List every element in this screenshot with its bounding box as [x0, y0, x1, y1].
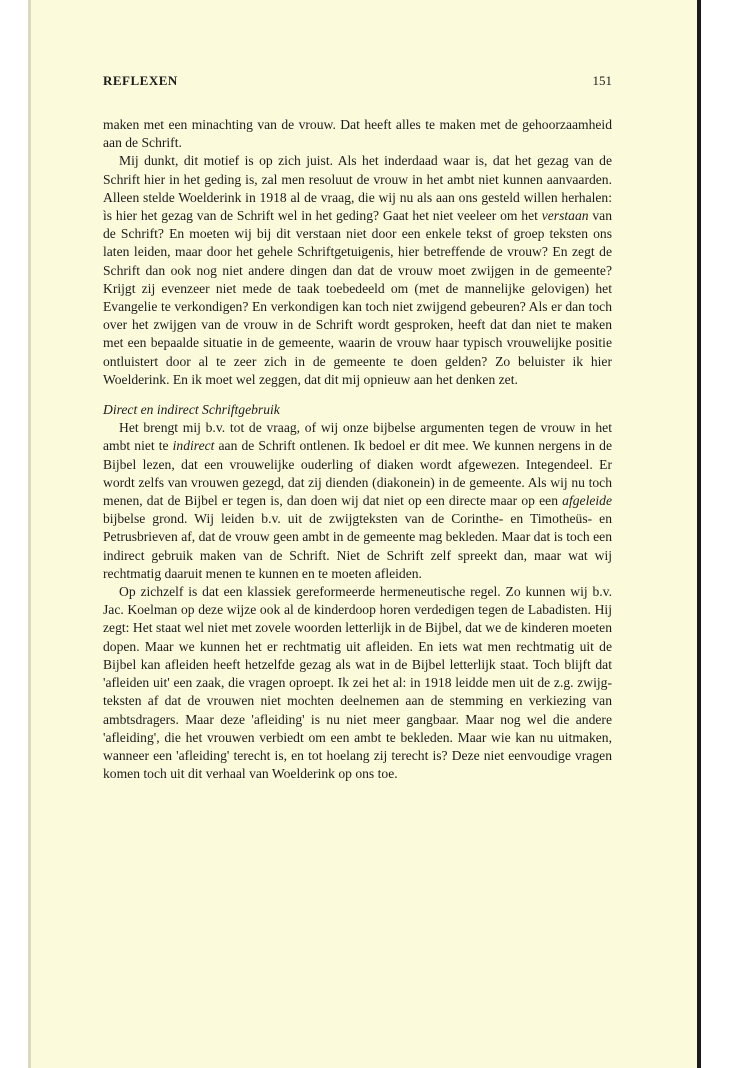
italic-term: afgeleide [562, 493, 612, 509]
running-header-title: REFLEXEN [103, 73, 178, 88]
paragraph [103, 116, 612, 152]
paragraph [103, 583, 612, 783]
paragraph-segment: aan de Schrift ontlenen. Ik bedoel er dit mee. We kunnen nergens in de Bijbel lezen, dat een vrouwelijke ouderling of diaken wordt afgewezen. Integendeel. Er wordt zelfs van vrouwen gezegd, dat zij dienden (diakonein) in de gemeente. Als wij nu toch menen, dat de Bijbel er tegen is, dan doen wij dat niet op een directe maar op een [103, 438, 612, 509]
paragraph-segment: Mij dunkt, dit motief is op zich juist. Als het inderdaad waar is, dat het gezag van de Schrift hier in het geding is, zal men resoluut de vrouw in het ambt niet kunnen aanvaarden. Alleen stelde Woelderink in 1918 al de vraag, die wij nu als aan ons gesteld willen herhalen: ìs hier het gezag van de Schrift wel in het geding? Gaat het niet veeleer om het [103, 153, 612, 224]
page-right-edge [697, 0, 701, 1068]
body-text [103, 116, 612, 783]
paragraph-segment: maken met een minachting van de vrouw. Dat heeft alles te maken met de gehoorzaamheid aan de Schrift. [103, 117, 612, 151]
paragraph-segment: van de Schrift? En moeten wij bij dit verstaan niet door een enkele tekst of groep teksten ons laten leiden, maar door het gehele Schriftgetuigenis, hier betreffende de vrouw? En zegt de Schrift dan ook nog niet andere dingen dan dat de vrouw moet zwijgen in de gemeente? Krijgt zij evenzeer niet mede de taak toebedeeld om (met de mannelijke gelovigen) het Evangelie te verkondigen? En verkondigen kan toch niet zwijgend gebeuren? Als er dan toch over het zwijgen van de vrouw in de Schrift wordt gesproken, heeft dat dan niet te maken met een bepaalde situatie in de gemeente, waarin de vrouw haar typisch vrouwelijke positie ontluistert door al te zeer zich in de gemeente te doen gelden? Zo beluister ik hier Woelderink. En ik moet wel zeggen, dat dit mij opnieuw aan het denken zet. [103, 208, 613, 387]
italic-term: indirect [172, 438, 215, 454]
paragraph [103, 152, 612, 389]
section-heading: Direct en indirect Schriftgebruik [103, 402, 280, 418]
paragraph-segment: bijbelse grond. Wij leiden b.v. uit de zwijgteksten van de Corinthe- en Timotheüs- en Petrusbrieven af, dat de vrouw geen ambt in de gemeente mag bekleden. Maar dat is toch een indirect gebruik maken van de Schrift. Niet de Schrift zelf spreekt dan, maar wat wij rechtmatig daaruit menen te kunnen en te moeten afleiden. [103, 511, 612, 581]
paragraph-segment: Op zichzelf is dat een klassiek gereformeerde hermeneutische regel. Zo kunnen wij b.v. Jac. Koelman op deze wijze ook al de kinderdoop horen verdedigen tegen de Labadisten. Hij zegt: Het staat wel niet met zovele woorden letterlijk in de Bijbel, dat we de kinderen moeten dopen. Maar we kunnen het er rechtmatig uit afleiden. En iets wat men rechtmatig uit de Bijbel kan afleiden heeft hetzelfde gezag als wat in de Bijbel letterlijk staat. Toch blijft dat 'afleiden uit' een zaak, die vragen oproept. Ik zei het al: in 1918 leidde men uit de z.g. zwijg-teksten af dat de vrouwen niet mochten deelnemen aan de stemming en verkiezing van ambtsdragers. Maar deze 'afleiding' is nu niet meer gangbaar. Maar nog wel die andere 'afleiding', die het vrouwen verbiedt om een ambt te bekleden. Maar wie kan nu uitmaken, wanneer een 'afleiding' terecht is, en tot hoelang zij terecht is? Deze niet eenvoudige vragen komen toch uit dit verhaal van Woelderink op ons toe. [103, 584, 612, 782]
italic-term: verstaan [541, 208, 589, 224]
page-number: 151 [592, 73, 612, 88]
paragraph-segment: Het brengt mij b.v. tot de vraag, of wij onze bijbelse argumenten tegen de vrouw in het ambt niet te [103, 420, 612, 454]
paragraph [103, 419, 612, 583]
